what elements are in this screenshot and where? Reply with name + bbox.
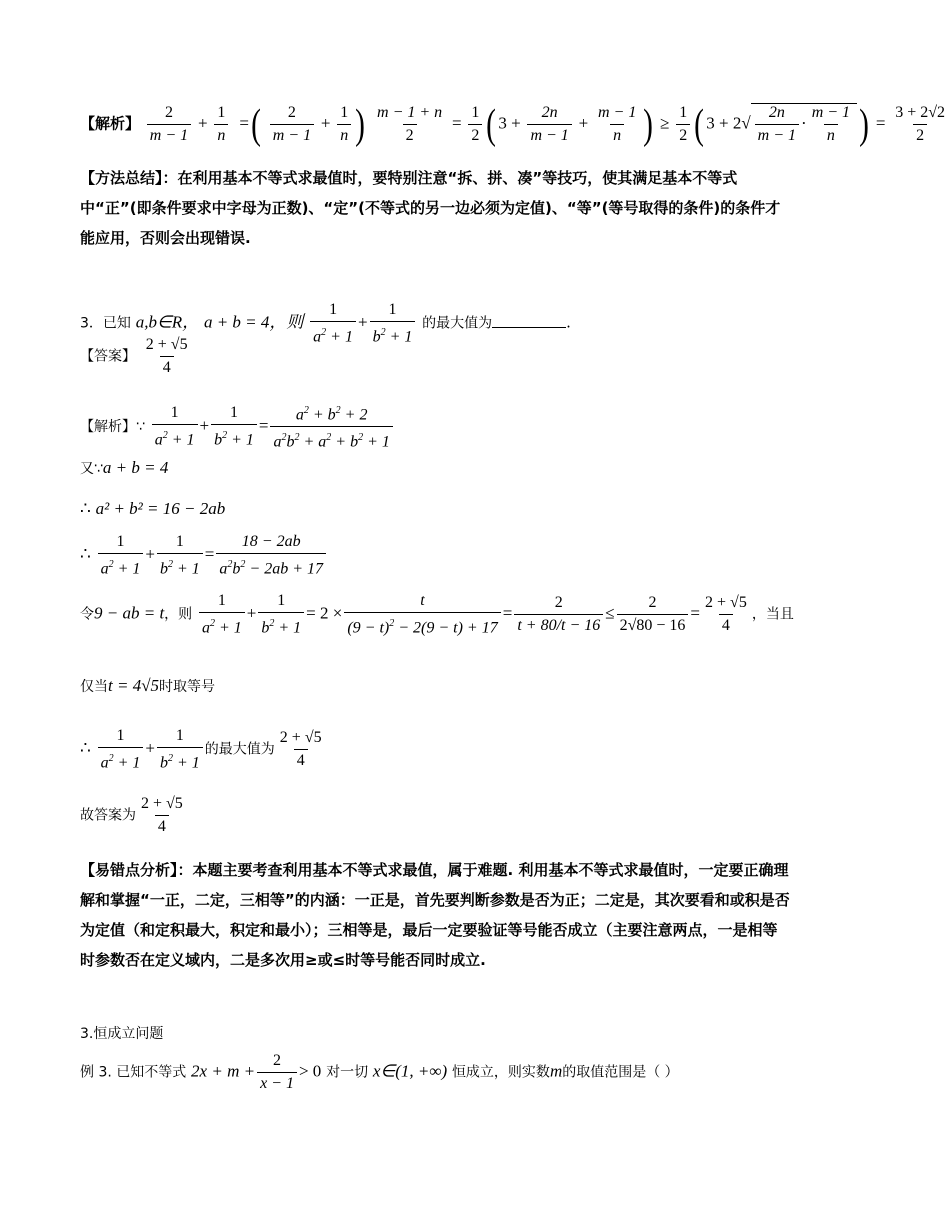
analysis-label: 【解析】 (80, 114, 141, 133)
fraction: $\frac{1}{b^2 + 1}$ (157, 727, 203, 772)
fraction: $\frac{2}{x - 1}$ (257, 1052, 297, 1093)
therefore-line-3: ∴ $\frac{1}{a^2 + 1}$ + $\frac{1}{b^2 + 1}$ 的最大值为 $\frac{2 + √5}{4}$ (80, 727, 327, 772)
fraction: $\frac{1}{2}$ (468, 104, 482, 145)
method-summary-title: 【方法总结】 (80, 169, 163, 187)
therefore-line-2: ∴ $\frac{1}{a^2 + 1}$ + $\frac{1}{b^2 + 1}$ = $\frac{18 - 2ab}{a^2b^2 - 2ab + 17}$ (80, 533, 328, 578)
also-label: 又∵ (80, 461, 103, 477)
fraction: $\frac{2n}{m - 1}$ (527, 104, 571, 145)
fraction: $\frac{1}{b^2 + 1}$ (258, 592, 304, 637)
fraction: $\frac{2}{2√80 - 16}$ (617, 594, 689, 635)
method-summary (80, 163, 790, 253)
let-label: 令 (80, 606, 94, 623)
fraction: $\frac{2}{t + 80/t - 16}$ (514, 594, 603, 635)
method-summary-text: ：在利用基本不等式求最值时，要特别注意“拆、拼、凑”等技巧，使其满足基本不等式中“正”(即条件要求中字母为正数)、“定”(不等式的另一边必须为定值)、“等”(等号取得的条件)的条件才能应用，否则会出现错误. (80, 169, 781, 247)
question-suffix: 的最大值为 (422, 315, 493, 332)
fraction: $\frac{2}{m - 1}$ (270, 104, 314, 145)
answer-blank (492, 313, 566, 328)
fraction: $\frac{1}{b^2 + 1}$ (211, 404, 257, 449)
question-3: 3．已知 a,b∈R， a + b = 4，则 $\frac{1}{a^2 + 1}$ + $\frac{1}{b^2 + 1}$ 的最大值为 . (80, 301, 571, 346)
example-tail-1: 恒成立，则实数 (451, 1064, 550, 1081)
fraction: $\frac{2 + √5}{4}$ (145, 336, 188, 376)
fraction: $\frac{1}{a^2 + 1}$ (310, 301, 356, 346)
fraction: $\frac{1}{a^2 + 1}$ (199, 592, 245, 637)
then-label: ，则 (164, 606, 193, 623)
fraction: $\frac{a^2 + b^2 + 2}{a^2b^2 + a^2 + b^2 + 1}$ (270, 402, 392, 452)
example-var: m (549, 1061, 563, 1081)
fraction: $\frac{m - 1}{n}$ (597, 104, 637, 144)
analysis-line-1: 【解析】 $\frac{2}{m - 1}$ + $\frac{1}{n}$ =( $\frac{2}{m - 1}$ + $\frac{1}{n}$ ) $\frac{m - 1 + n}{2}$ = $\frac{1}{2}$ ( 3 + $\frac{2n}{m - 1}$ + $\frac{m - 1}{n}$ ) ≥ $\frac{1}{2}$ ( 3 + 2√ $\frac{2n}{m - 1}$ · $\frac{m - 1}{n}$ ) = $\frac{3 + 2√2}{2}$ (80, 103, 950, 146)
question-end: . (566, 313, 571, 332)
therefore-math: a² + b² = 16 − 2ab (95, 499, 226, 518)
answer-is-line (80, 795, 188, 836)
error-analysis-title: 【易错点分析】 (80, 861, 178, 879)
fraction: $\frac{2 + √5}{4}$ (141, 795, 183, 835)
fraction: $\frac{1}{n}$ (337, 104, 351, 145)
dangqie-label: ，当且 (751, 606, 794, 623)
therefore-symbol: ∴ (80, 738, 91, 758)
fraction: $\frac{2 + √5}{4}$ (279, 729, 322, 770)
also-line (80, 458, 168, 478)
fraction: $\frac{m - 1 + n}{2}$ (377, 104, 443, 144)
analysis-label-2: 【解析】∵ (80, 418, 145, 435)
therefore-line-1 (80, 499, 225, 519)
example-tail-2: 的取值范围是（ ） (562, 1064, 679, 1081)
example-3: 例 3. 已知不等式 2x + m + $\frac{2}{x - 1}$ > 0 对一切 x∈(1, +∞) 恒成立，则实数m的取值范围是（ ） (80, 1052, 679, 1092)
fraction: $\frac{1}{2}$ (676, 104, 690, 145)
fraction: $\frac{2}{m - 1}$ (147, 104, 191, 145)
fraction: $\frac{1}{b^2 + 1}$ (157, 533, 203, 578)
fraction: $\frac{1}{a^2 + 1}$ (98, 727, 144, 772)
analysis-line-2: 【解析】∵ $\frac{1}{a^2 + 1}$ + $\frac{1}{b^2 + 1}$ = $\frac{a^2 + b^2 + 2}{a^2b^2 + a^2 + b^2 + 1}$ (80, 402, 395, 452)
fraction: $\frac{t}{(9 - t)^2 - 2(9 - t) + 17}$ (344, 592, 500, 637)
only-when-tail: 时取等号 (159, 679, 216, 695)
question-condition-2: a + b = 4，则 (203, 312, 304, 332)
section-title: 3.恒成立问题 (80, 1026, 164, 1042)
error-analysis-text: ：本题主要考查利用基本不等式求最值，属于难题. 利用基本不等式求最值时，一定要正确理解和掌握“一正，二定，三相等”的内涵：一正是，首先要判断参数是否为正；二定是，其次要看和或积是否为定值（和定积最大，积定和最小）；三相等是，最后一定要验证等号能否成立（主要注意两点，一是相等时参数否在定义域内，二是多次用≥或≤时等号能否同时成立. (80, 861, 790, 969)
only-when-label: 仅当 (80, 679, 108, 695)
fraction: $\frac{1}{a^2 + 1}$ (152, 404, 198, 449)
answer-line (80, 336, 193, 377)
therefore-symbol: ∴ (80, 544, 91, 564)
answer-label: 【答案】 (80, 348, 136, 365)
therefore-symbol: ∴ (80, 499, 91, 518)
fraction: $\frac{2 + √5}{4}$ (705, 594, 747, 635)
error-analysis (80, 855, 790, 975)
fraction: $\frac{1}{a^2 + 1}$ (98, 533, 144, 578)
fraction: $\frac{1}{n}$ (214, 104, 228, 145)
question-prefix: 3．已知 (80, 315, 131, 332)
max-is-label: 的最大值为 (204, 741, 275, 758)
only-when-line (80, 676, 215, 696)
fraction: $\frac{1}{b^2 + 1}$ (370, 301, 416, 346)
fraction: $\frac{3 + 2√2}{2}$ (895, 104, 946, 144)
example-prefix: 例 3. 已知不等式 (80, 1064, 187, 1081)
also-math: a + b = 4 (102, 458, 169, 477)
let-math: 9 − ab = t (94, 603, 165, 623)
substitution-line: 令9 − ab = t，则 $\frac{1}{a^2 + 1}$ + $\frac{1}{b^2 + 1}$ = 2 × $\frac{t}{(9 - t)^2 - 2(9 - t) + 17}$ = $\frac{2}{t + 80/t - 16}$ ≤ $\frac{2}{2√80 - 16}$ = $\frac{2 + √5}{4}$ ，当且 (80, 592, 794, 637)
only-when-math: t = 4√5 (108, 676, 160, 695)
question-condition-1: a,b∈R， (135, 312, 200, 332)
fraction: $\frac{18 - 2ab}{a^2b^2 - 2ab + 17}$ (216, 533, 326, 578)
answer-is-label: 故答案为 (80, 807, 136, 824)
example-interval: x∈(1, +∞) (372, 1061, 448, 1081)
example-mid: 对一切 (326, 1064, 369, 1081)
